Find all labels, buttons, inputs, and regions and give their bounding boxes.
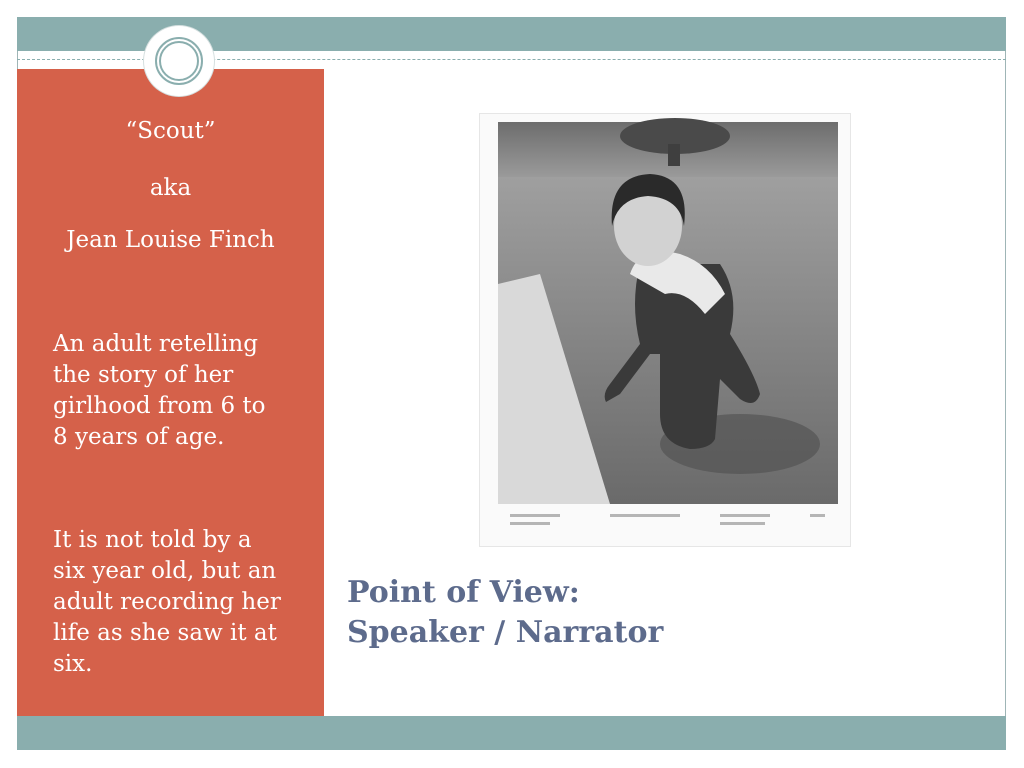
title-line-2: Speaker / Narrator bbox=[347, 615, 664, 650]
paragraph-line: girlhood from 6 to bbox=[53, 393, 266, 419]
paragraph-line: life as she saw it at bbox=[53, 620, 277, 646]
photo-illustration bbox=[480, 114, 850, 546]
paragraph-retelling bbox=[53, 329, 308, 453]
photo-caption-area bbox=[498, 504, 838, 538]
full-name: Jean Louise Finch bbox=[66, 227, 275, 253]
paragraph-line: six year old, but an bbox=[53, 558, 277, 584]
paragraph-line: It is not told by a bbox=[53, 527, 252, 553]
aka-label: aka bbox=[149, 175, 192, 201]
paragraph-line: adult recording her bbox=[53, 589, 281, 615]
circle-ornament-icon bbox=[144, 26, 214, 96]
caption-line bbox=[510, 522, 550, 525]
character-name: “Scout” bbox=[125, 118, 216, 144]
caption-line bbox=[810, 514, 825, 517]
title-line-1: Point of View: bbox=[347, 575, 580, 610]
caption-line bbox=[720, 522, 765, 525]
tree-trunk bbox=[668, 144, 680, 166]
slide-title bbox=[347, 573, 947, 653]
caption-line bbox=[510, 514, 560, 517]
ornament-ring-inner bbox=[159, 41, 199, 81]
paragraph-line: An adult retelling bbox=[53, 331, 258, 357]
girl-photo bbox=[479, 113, 851, 547]
paragraph-not-told bbox=[53, 525, 308, 680]
caption-line bbox=[610, 514, 680, 517]
paragraph-line: 8 years of age. bbox=[53, 424, 225, 450]
bottom-band bbox=[17, 716, 1006, 750]
paragraph-line: six. bbox=[53, 651, 93, 677]
caption-line bbox=[720, 514, 770, 517]
paragraph-line: the story of her bbox=[53, 362, 234, 388]
